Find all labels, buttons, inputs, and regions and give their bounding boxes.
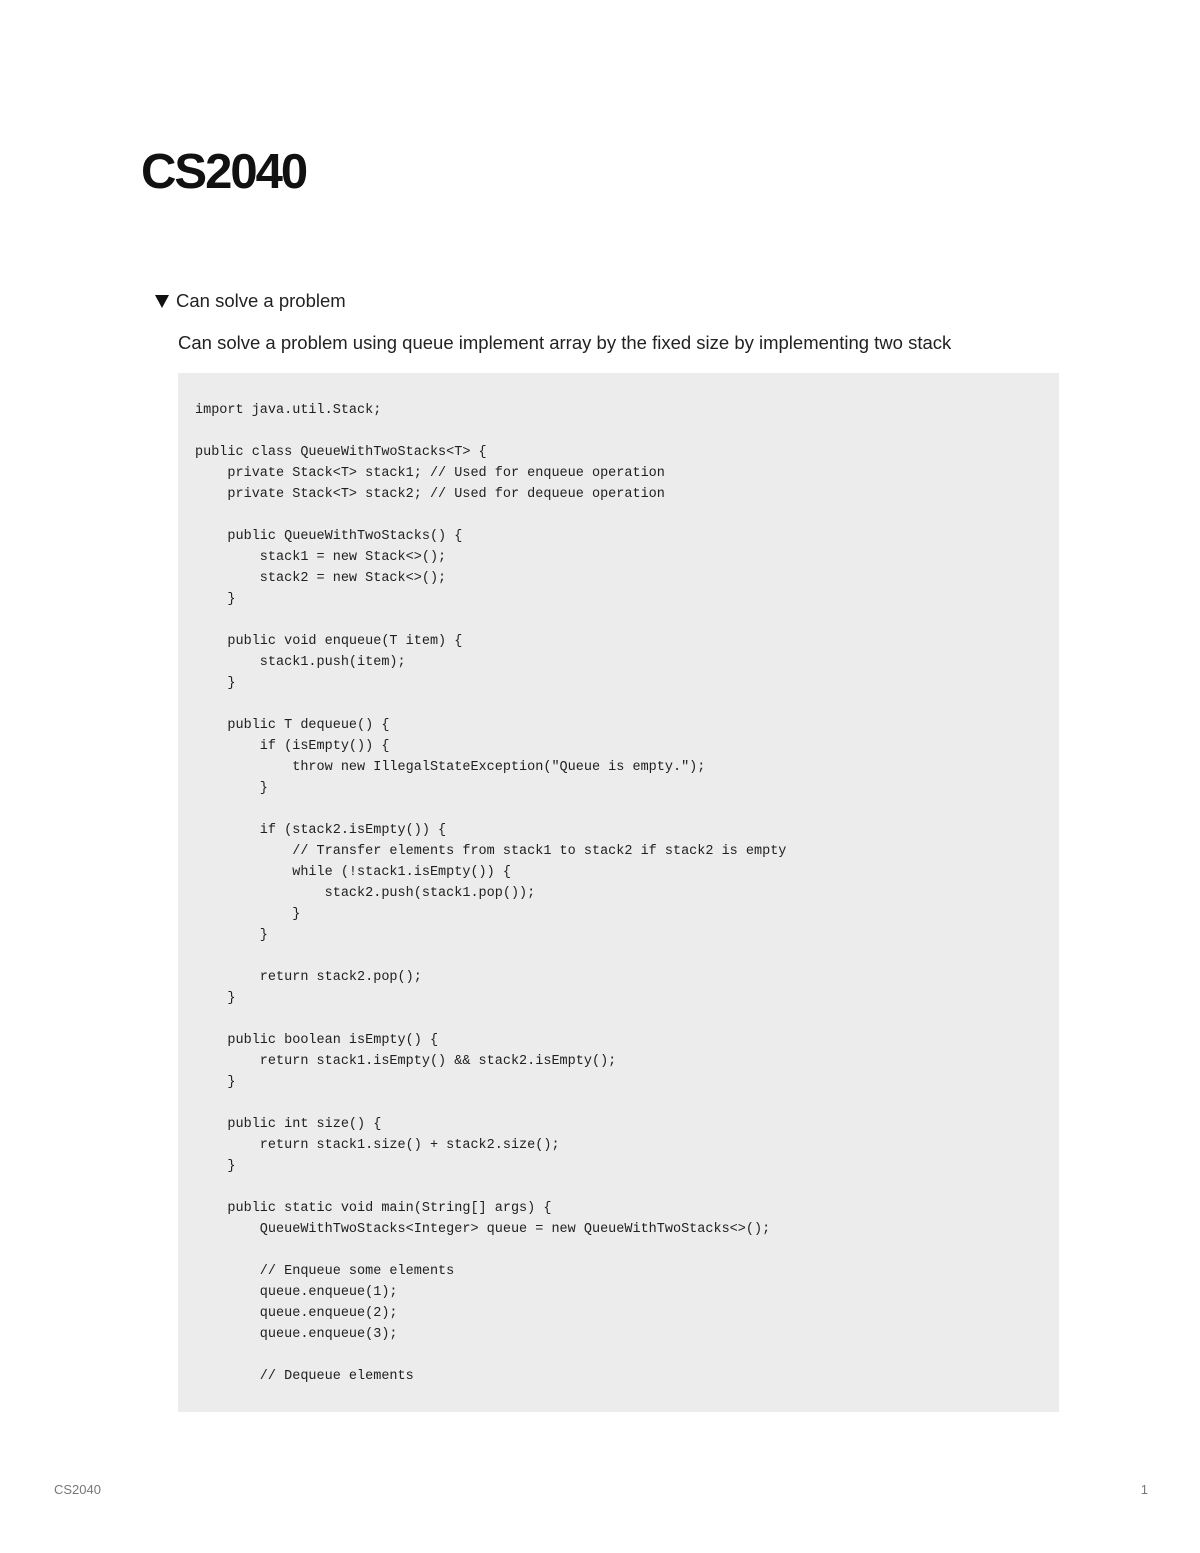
code-block: [178, 373, 1059, 1412]
code-line: }: [195, 676, 236, 691]
code-line: throw new IllegalStateException("Queue is empty.");: [195, 760, 706, 775]
code-line: [195, 1240, 1042, 1261]
code-line: [195, 421, 1042, 442]
toggle-can-solve-a-problem[interactable]: [155, 288, 346, 314]
code-line: queue.enqueue(2);: [195, 1306, 398, 1321]
code-line: [195, 1177, 1042, 1198]
code-line: stack2.push(stack1.pop());: [195, 886, 536, 901]
page-title: CS2040: [141, 145, 307, 199]
code-line: // Enqueue some elements: [195, 1264, 455, 1279]
code-line: [195, 610, 1042, 631]
code-line: if (isEmpty()) {: [195, 739, 390, 754]
code-line: private Stack<T> stack2; // Used for dequeue operation: [195, 487, 665, 502]
code-line: import java.util.Stack;: [195, 403, 382, 418]
code-line: public T dequeue() {: [195, 718, 390, 733]
code-line: [195, 1093, 1042, 1114]
code-line: [195, 505, 1042, 526]
code-line: public class QueueWithTwoStacks<T> {: [195, 445, 487, 460]
code-line: [195, 694, 1042, 715]
code-line: return stack1.isEmpty() && stack2.isEmpty();: [195, 1054, 617, 1069]
code-line: }: [195, 781, 268, 796]
code-line: // Transfer elements from stack1 to stack2 if stack2 is empty: [195, 844, 787, 859]
code-line: queue.enqueue(3);: [195, 1327, 398, 1342]
problem-description: Can solve a problem using queue implement array by the fixed size by implementing two stack: [178, 332, 952, 353]
triangle-down-icon[interactable]: [155, 295, 169, 308]
code-line: }: [195, 928, 268, 943]
footer-doc-title: CS2040: [54, 1482, 101, 1497]
code-line: [195, 946, 1042, 967]
code-line: if (stack2.isEmpty()) {: [195, 823, 447, 838]
code-line: queue.enqueue(1);: [195, 1285, 398, 1300]
code-line: }: [195, 1159, 236, 1174]
code-line: public void enqueue(T item) {: [195, 634, 463, 649]
code-line: private Stack<T> stack1; // Used for enqueue operation: [195, 466, 665, 481]
code-line: stack1.push(item);: [195, 655, 406, 670]
code-line: // Dequeue elements: [195, 1369, 414, 1384]
code-line: public static void main(String[] args) {: [195, 1201, 552, 1216]
code-line: stack1 = new Stack<>();: [195, 550, 447, 565]
code-line: [195, 799, 1042, 820]
footer-page-number: 1: [1140, 1482, 1148, 1497]
code-line: QueueWithTwoStacks<Integer> queue = new QueueWithTwoStacks<>();: [195, 1222, 771, 1237]
code-line: public int size() {: [195, 1117, 382, 1132]
code-line: }: [195, 991, 236, 1006]
code-line: while (!stack1.isEmpty()) {: [195, 865, 511, 880]
code-line: }: [195, 592, 236, 607]
code-line: public boolean isEmpty() {: [195, 1033, 439, 1048]
toggle-label: Can solve a problem: [176, 290, 346, 311]
code-line: stack2 = new Stack<>();: [195, 571, 447, 586]
code-line: }: [195, 1075, 236, 1090]
code-line: }: [195, 907, 301, 922]
code-line: [195, 1345, 1042, 1366]
code-line: [195, 1009, 1042, 1030]
code-line: return stack2.pop();: [195, 970, 422, 985]
code-line: return stack1.size() + stack2.size();: [195, 1138, 560, 1153]
code-line: public QueueWithTwoStacks() {: [195, 529, 463, 544]
